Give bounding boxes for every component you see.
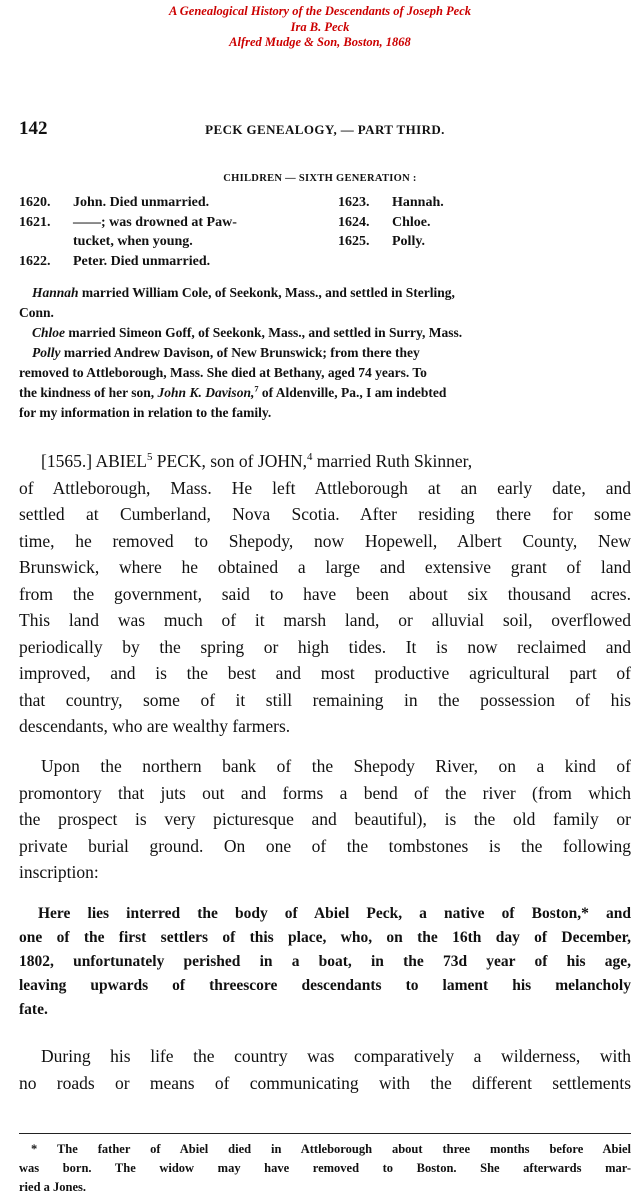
body-line: time, he removed to Shepody, now Hopewell, Albert County, New [19, 530, 631, 551]
child-entry [19, 252, 349, 272]
body-line: descendants, who are wealthy farmers. [19, 716, 291, 736]
child-text: John. Died unmarried. [73, 195, 210, 210]
child-entry [338, 193, 638, 213]
child-number: 1620. [19, 195, 51, 210]
page-number: 142 [19, 118, 48, 139]
child-text: Polly. [392, 234, 426, 249]
child-text: Hannah. [392, 195, 444, 210]
footnote-line: was born. The widow may have removed to Boston. She afterwards mar- [19, 1161, 631, 1175]
body-line: periodically by the spring or high tides. It is now reclaimed and [19, 636, 631, 657]
body-line: that country, some of it still remaining in the possession of his [19, 689, 631, 710]
note-name: Chloe [32, 325, 66, 340]
child-text-continued: tucket, when young. [73, 234, 193, 249]
body-line: private burial ground. On one of the tombstones is the following [19, 835, 631, 856]
paragraph-burial-ground [19, 753, 631, 886]
source-author: Ira B. Peck [290, 19, 350, 34]
generation-superscript: 7 [254, 384, 259, 394]
child-number: 1622. [19, 253, 51, 269]
inscription-line: 1802, unfortunately perished in a boat, in the 73d year of his age, [19, 953, 631, 970]
inscription-line: one of the first settlers of this place, who, on the 16th day of December, [19, 929, 631, 946]
source-citation [0, 4, 640, 51]
child-number: 1625. [338, 234, 370, 249]
body-line: settled at Cumberland, Nova Scotia. After residing there for some [19, 504, 631, 524]
child-text: Chloe. [392, 214, 431, 230]
generation-superscript: 4 [307, 451, 313, 464]
body-line: promontory that juts out and forms a bend of the river (from which [19, 782, 631, 803]
generation-superscript: 5 [146, 451, 153, 464]
body-line: from the government, said to have been about six thousand acres. [19, 583, 631, 604]
body-line: Upon the northern bank of the Shepody River, on a kind of [41, 756, 631, 776]
child-text: ——; was drowned at Paw- [73, 214, 237, 230]
child-entry [338, 232, 638, 252]
note-line: removed to Attleborough, Mass. She died at Bethany, aged 74 years. To [19, 365, 427, 380]
children-left-column [19, 193, 349, 271]
inscription-line: Here lies interred the body of Abiel Peck, a native of Boston,* and [38, 905, 631, 922]
source-publisher: Alfred Mudge & Son, Boston, 1868 [229, 35, 411, 49]
body-line: During his life the country was comparatively a wilderness, with [41, 1046, 631, 1066]
body-line: no roads or means of communicating with the different settlements [19, 1072, 631, 1093]
child-entry [19, 213, 349, 233]
child-number: 1624. [338, 214, 370, 230]
running-title: PECK GENEALOGY, — PART THIRD. [205, 122, 445, 137]
children-heading: CHILDREN — SIXTH GENERATION : [223, 173, 417, 184]
note-line: the kindness of her son, John K. Davison,$^7$ of Aldenville, Pa., I am indebted [19, 384, 447, 400]
note-name: Hannah [32, 285, 79, 300]
body-line: inscription: [19, 862, 99, 882]
inscription-line: fate. [19, 1001, 48, 1018]
main-text [19, 448, 631, 740]
child-entry [19, 193, 349, 213]
child-entry [338, 213, 638, 233]
body-line: This land was much of it marsh land, or alluvial soil, overflowed [19, 610, 631, 630]
note-name: John K. Davison, [157, 385, 255, 400]
footnote-line: ried a Jones. [19, 1180, 87, 1194]
tombstone-inscription [19, 902, 631, 1022]
body-line: Brunswick, where he obtained a large and extensive grant of land [19, 557, 631, 577]
footnote [19, 1140, 631, 1197]
footnote-divider [19, 1133, 631, 1134]
body-line: of Attleborough, Mass. He left Attleborough at an early date, and [19, 477, 631, 498]
children-right-column [338, 193, 638, 252]
note-chloe: Chloe married Simeon Goff, of Seekonk, Mass., and settled in Surry, Mass. [32, 325, 463, 340]
entry-heading-line: [1565.] ABIEL$^5$ PECK, son of JOHN,$^4$ married Ruth Skinner, [41, 451, 473, 471]
body-line: the prospect is very picturesque and beautiful), is the old family or [19, 809, 631, 829]
child-number: 1621. [19, 214, 51, 230]
paragraph-wilderness [19, 1043, 631, 1096]
inscription-line: leaving upwards of threescore descendants to lament his melancholy [19, 977, 631, 994]
note-line: for my information in relation to the family. [19, 405, 272, 420]
child-number: 1623. [338, 195, 370, 210]
footnote-line: * The father of Abiel died in Attleborough about three months before Abiel [31, 1142, 631, 1156]
child-text: Peter. Died unmarried. [73, 253, 211, 269]
source-title: A Genealogical History of the Descendants of Joseph Peck [168, 4, 472, 18]
note-hannah: Hannah married William Cole, of Seekonk, Mass., and settled in Sterling, [32, 285, 455, 300]
note-line: Conn. [19, 305, 54, 320]
note-polly: Polly married Andrew Davison, of New Brunswick; from there they [32, 345, 420, 360]
page-header [19, 118, 631, 142]
note-name: Polly [32, 345, 61, 360]
body-line: improved, and is the best and most productive agricultural part of [19, 663, 631, 683]
family-notes [19, 283, 631, 423]
